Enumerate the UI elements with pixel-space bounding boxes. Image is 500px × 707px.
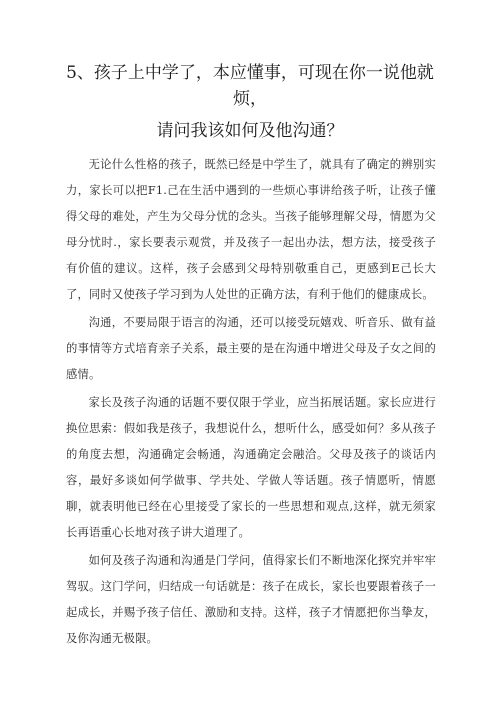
title-line-3: 请问我该如何及他沟通？ — [156, 121, 344, 141]
paragraph-2: 沟通，不要局限于语言的沟通，还可以接受玩嬉戏、听音乐、做有益的事情等方式培育亲子关系，最主要的是在沟通中增进父母及子女之间的感情。 — [66, 316, 436, 381]
paragraph-4: 如何及孩子沟通和沟通是门学问，值得家长们不断地深化探究并牢牢驾驭。这门学问，归结成一句话就是：孩子在成长，家长也要跟着孩子一起成长，并赐予孩子信任、激励和支持。这样，孩子才情愿把你当挚友，及你沟通无极限。 — [66, 554, 436, 645]
paragraph-3: 家长及孩子沟通的话题不要仅限于学业，应当拓展话题。家长应进行换位思索：假如我是孩子，我想说什么，想听什么，感受如何？多从孩子的角度去想，沟通确定会畅通，沟通确定会融洽。父母及孩子的谈话内容，最好多谈如何学做事、学共处、学做人等话题。孩子情愿听，情愿聊，就表明他已经在心里接受了家长的一些思想和观点,这样，就无须家长再语重心长地对孩子讲大道理了。 — [66, 396, 436, 539]
title-line-1: 5、孩子上中学了，本应懂事，可现在你一说他就 — [66, 63, 434, 83]
paragraph-1: 无论什么性格的孩子，既然已经是中学生了，就具有了确定的辨别实力，家长可以把F1.己在生活中遇到的一些烦心事讲给孩子听，让孩子懂得父母的难处，产生为父母分忧的念头。当孩子能够理解父母，情愿为父母分忧时.，家长要表示观赏，并及孩子一起出办法，想方法，接受孩子有价值的建议。这样，孩子会感到父母特别敬重自己，更感到E己长大了，同时又使孩子学习到为人处世的正确方法，有利于他们的健康成长。 — [66, 158, 436, 301]
article-body — [66, 152, 436, 654]
title-line-2: 烦， — [233, 89, 267, 109]
